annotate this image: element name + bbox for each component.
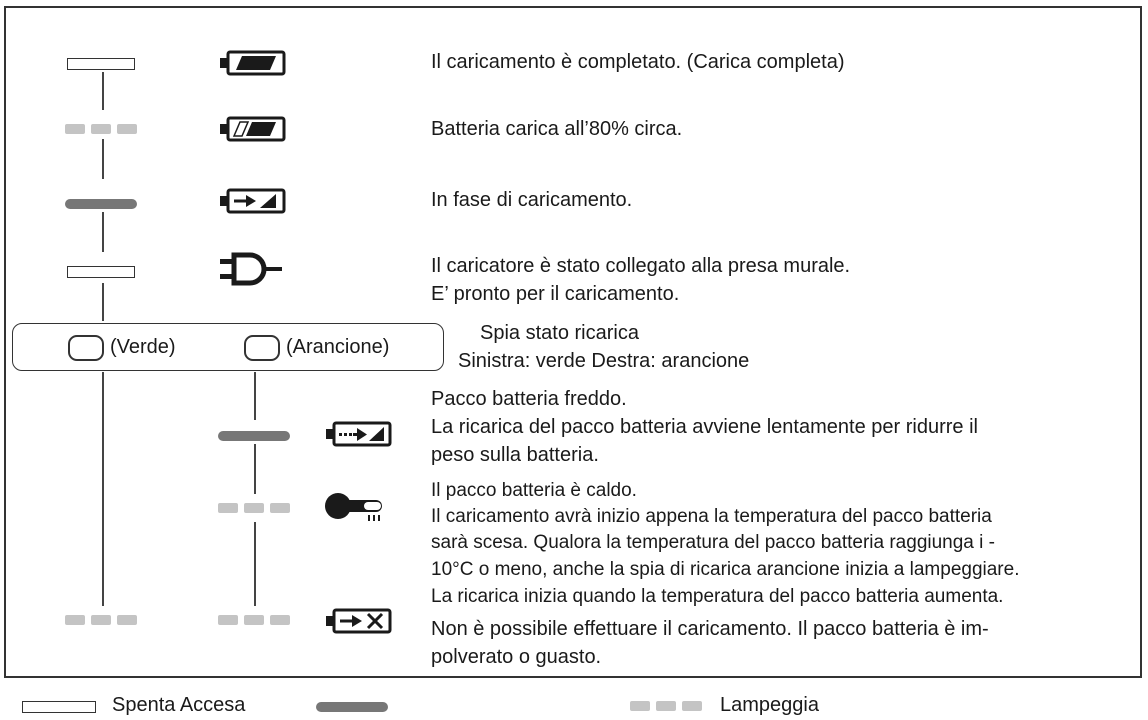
status-text-plugged-1: Il caricatore è stato collegato alla presa murale. xyxy=(431,255,851,277)
green-led-off xyxy=(67,58,135,70)
indicator-caption-2: Sinistra: verde Destra: arancione xyxy=(458,350,750,372)
green-led-off xyxy=(67,266,135,278)
status-text-charging: In fase di caricamento. xyxy=(431,189,633,211)
battery-slow-charge-icon xyxy=(324,421,394,447)
orange-led-on xyxy=(218,431,290,441)
green-connector-5 xyxy=(102,372,104,606)
battery-error-icon xyxy=(324,608,394,634)
error-text-1: Non è possibile effettuare il caricamento. Il pacco batteria è im- xyxy=(431,618,989,640)
error-text-2: polverato o guasto. xyxy=(431,646,602,668)
orange-connector-1 xyxy=(254,372,256,420)
green-led-blink xyxy=(65,124,137,134)
green-connector-1 xyxy=(102,72,104,110)
green-led-blink xyxy=(65,615,137,625)
battery-full-icon xyxy=(218,50,288,76)
orange-lamp-symbol xyxy=(244,335,280,361)
legend-blink-label: Lampeggia xyxy=(720,694,819,716)
hot-text-3: sarà scesa. Qualora la temperatura del pacco batteria raggiunga i - xyxy=(431,532,995,553)
status-text-80: Batteria carica all’80% circa. xyxy=(431,118,683,140)
hot-text-5: La ricarica inizia quando la temperatura del pacco batteria aumenta. xyxy=(431,586,1004,607)
orange-connector-2 xyxy=(254,444,256,494)
battery-charging-icon xyxy=(218,188,288,214)
green-connector-2 xyxy=(102,139,104,179)
hot-text-1: Il pacco batteria è caldo. xyxy=(431,480,637,501)
green-connector-3 xyxy=(102,212,104,252)
battery-80-icon xyxy=(218,116,288,142)
cold-text-3: peso sulla batteria. xyxy=(431,444,599,466)
status-text-plugged-2: E’ pronto per il caricamento. xyxy=(431,283,680,305)
green-connector-4 xyxy=(102,283,104,321)
hot-text-4: 10°C o meno, anche la spia di ricarica arancione inizia a lampeggiare. xyxy=(431,559,1020,580)
plug-icon xyxy=(220,252,290,286)
cold-text-1: Pacco batteria freddo. xyxy=(431,388,627,410)
indicator-caption-1: Spia stato ricarica xyxy=(480,322,639,344)
legend-on-symbol xyxy=(316,702,388,712)
legend-off-symbol xyxy=(22,701,96,713)
hot-text-2: Il caricamento avrà inizio appena la temperatura del pacco batteria xyxy=(431,506,992,527)
green-lamp-symbol xyxy=(68,335,104,361)
orange-lamp-label: (Arancione) xyxy=(286,336,390,358)
thermometer-hot-icon xyxy=(324,490,400,530)
orange-connector-3 xyxy=(254,522,256,606)
green-lamp-label: (Verde) xyxy=(110,336,176,358)
legend-blink-symbol xyxy=(630,701,702,711)
orange-led-blink xyxy=(218,503,290,513)
status-text-full: Il caricamento è completato. (Carica completa) xyxy=(431,51,845,73)
orange-led-blink xyxy=(218,615,290,625)
legend-off-on-label: Spenta Accesa xyxy=(112,694,246,716)
green-led-on xyxy=(65,199,137,209)
cold-text-2: La ricarica del pacco batteria avviene lentamente per ridurre il xyxy=(431,416,978,438)
